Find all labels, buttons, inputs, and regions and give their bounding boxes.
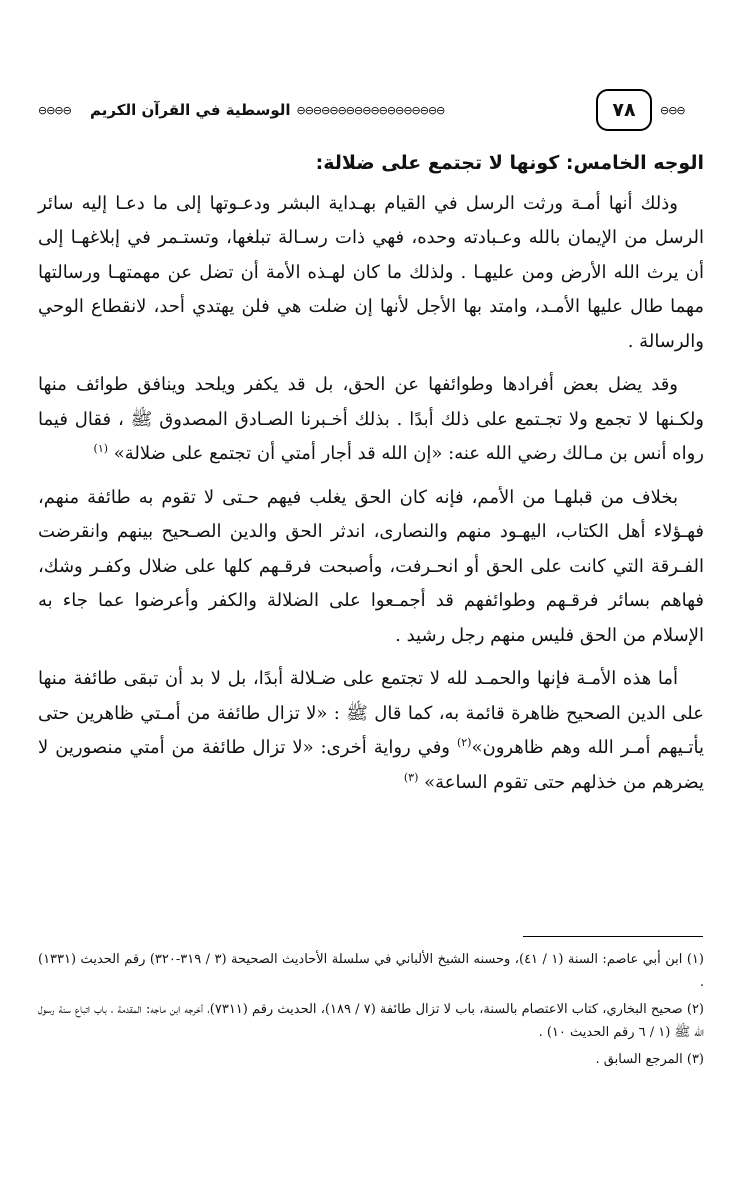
footnote-divider <box>523 936 703 937</box>
ornament-right: ⊖⊖⊖ <box>660 103 685 117</box>
paragraph-4-text: أما هذه الأمـة فإنها والحمـد لله لا تجتمع على ضـلالة أبدًا، بل لا بد أن تبقى طائفة منها على الدين الصحيح ظاهرة قائمة به، كما قال ﷺ : «لا تزال طائفة من أمـتي ظاهرين حتى يأتـيهم أمـر الله وهم ظاهرون» <box>38 668 704 758</box>
paragraph-3: بخلاف من قبلهـا من الأمم، فإنه كان الحق يغلب فيهم حـتى لا تقوم به طائفة منهم، فهـؤلاء أهل الكتاب، اليهـود منهم والنصارى، اندثر الحق والدين الصـحيح بينهم وانقرضت الفـرقة التي كانت على الحق أو انحـرفت، وأصبحت فرقـهم كلها على ضلال وكفـر وشك، فهاهم بسائر فرقـهم وطوائفهم قد أجمـعوا على الضلالة والكفر وأعرضوا عما جاء به الإسلام من الحق فليس منهم رجل رشيد . <box>38 486 704 646</box>
ornament-left: ⊖⊖⊖⊖ <box>38 103 71 117</box>
main-text <box>38 146 704 809</box>
paragraph-2 <box>38 368 704 472</box>
running-title: الوسطية في القرآن الكريم <box>90 101 291 119</box>
footnote-3: (٣) المرجع السابق . <box>595 1052 704 1067</box>
footnote-ref-3: (٣) <box>403 770 419 784</box>
footnote-ref-1: (١) <box>93 442 109 455</box>
paragraph-4-text-cont: وفي رواية أخرى: «لا تزال طائفة من أمتي منصورين لا يضرهم من خذلهم حتى تقوم الساعة» <box>38 737 704 793</box>
footnote-ref-2: (٢) <box>456 736 472 749</box>
paragraph-1: وذلك أنها أمـة ورثت الرسل في القيام بهـداية البشر ودعـوتها إلى ما دعـا إليه سائر الرسل من الإيمان بالله وعـبادته وحده، فهي ذات رسـالة تبلغها، وتستـمر في إبلاغهـا إلى أن يرث الله الأرض ومن عليهـا . ولذلك ما كان لهـذه الأمة أن تضل عن مهمتهـا ورسالتها مهما طال عليها الأمـد، وامتد بها الأجل لأنها إن ضلت هي فلن يهتدي أحد، لانقطاع الوحي والرسالة . <box>38 192 704 352</box>
footnote-1: (١) ابن أبي عاصم: السنة (١ / ٤١)، وحسنه الشيخ الألباني في سلسلة الأحاديث الصحيحة (٣ / ٣١٩-٣٢٠) رقم الحديث (١٣٣١) . <box>38 952 704 990</box>
paragraph-4 <box>38 662 704 800</box>
paragraph-2-text: وقد يضل بعض أفرادها وطوائفها عن الحق، بل قد يكفر ويلحد وينافق طوائف منها ولكـنها لا تجمع ولا تجـتمع على ذلك أبدًا . بذلك أخـبرنا الصـادق المصدوق ﷺ ، فقال فيما رواه أنس بن مـالك رضي الله عنه: «إن الله قد أجار أمتي أن تجتمع على ضلالة» <box>38 374 704 464</box>
page-number: ٧٨ <box>596 89 652 131</box>
footnote-2: (٢) صحيح البخاري، كتاب الاعتصام بالسنة، باب لا تزال طائفة (٧ / ١٨٩)، الحديث رقم (٧٣١١)، أخرجه ابن ماجه: المقدمة ، باب اتباع سنة رسول الله ﷺ (١ / ٦ رقم الحديث ١٠) . <box>38 1002 704 1040</box>
footnotes <box>38 948 704 1075</box>
page-header <box>38 88 698 132</box>
ornament-middle: ⊖⊖⊖⊖⊖⊖⊖⊖⊖⊖⊖⊖⊖⊖⊖⊖⊖⊖ <box>296 103 445 117</box>
section-heading: الوجه الخامس: كونها لا تجتمع على ضلالة: <box>315 152 704 174</box>
